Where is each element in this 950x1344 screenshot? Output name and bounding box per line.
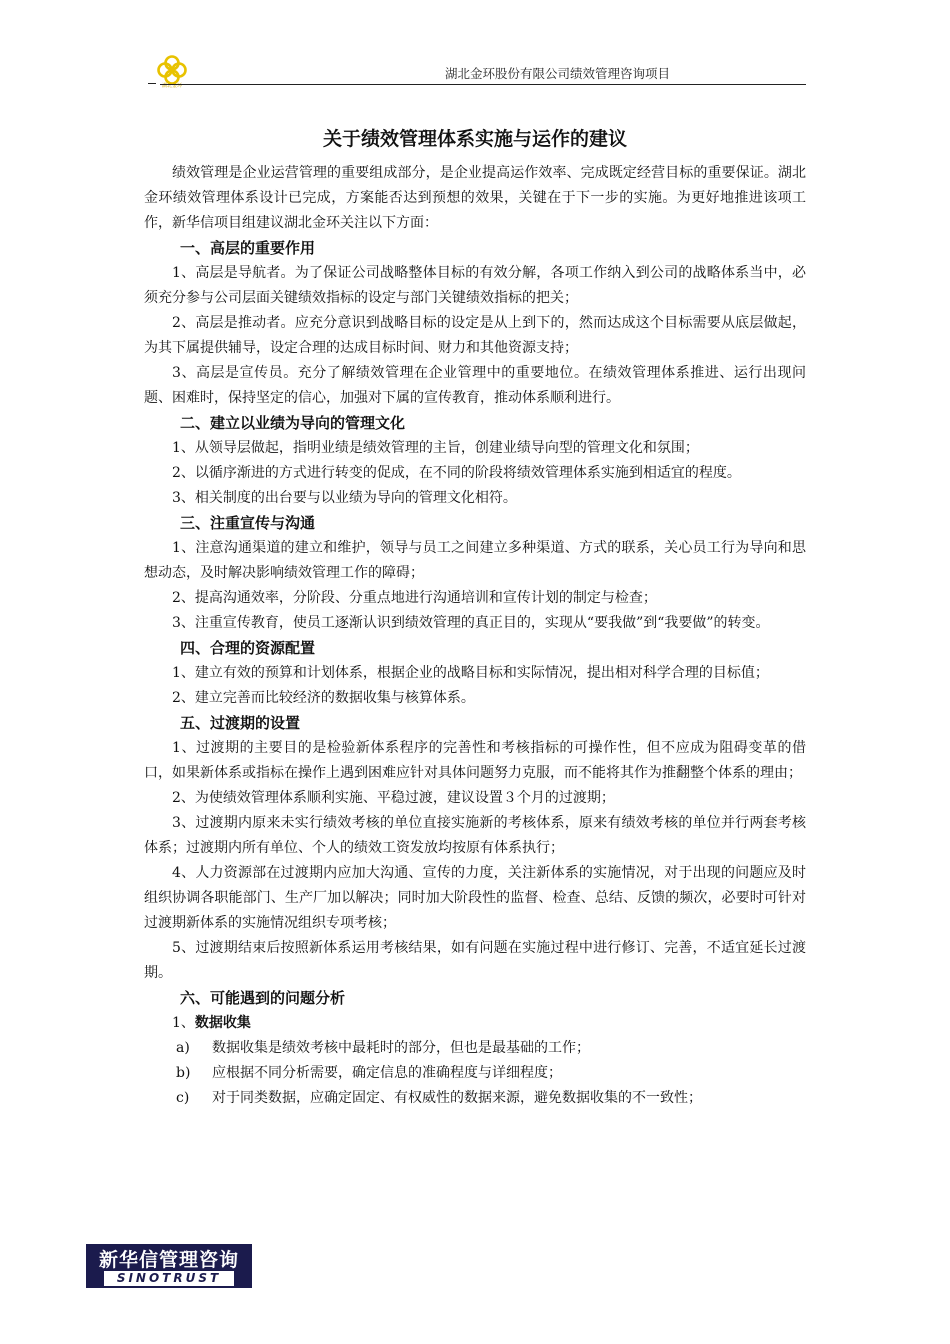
sub-heading-title: 数据收集: [194, 1015, 251, 1031]
list-item: 1、高层是导航者。为了保证公司战略整体目标的有效分解，各项工作纳入到公司的战略体系当中，必须充分参与公司层面关键绩效指标的设定与部门关键绩效指标的把关；: [144, 265, 806, 306]
header-rule-left: [148, 83, 156, 84]
section-4: [144, 636, 806, 711]
list-item: 2、提高沟通效率，分阶段、分重点地进行沟通培训和宣传计划的制定与检查；: [172, 590, 657, 606]
list-item: 1、过渡期的主要目的是检验新体系程序的完善性和考核指标的可操作性，但不应成为阻碍变革的借口，如果新体系或指标在操作上遇到困难应针对具体问题努力克服，而不能将其作为推翻整个体系的理由；: [144, 740, 806, 781]
section-1: [144, 236, 806, 411]
list-marker: b): [176, 1065, 191, 1081]
list-text: 应根据不同分析需要，确定信息的准确程度与详细程度；: [212, 1065, 562, 1081]
section-heading: 五、过渡期的设置: [180, 714, 301, 732]
logo-label: 湖北金环: [161, 83, 183, 88]
intro-paragraph: 绩效管理是企业运营管理的重要组成部分，是企业提高运作效率、完成既定经营目标的重要保证。湖北金环绩效管理体系设计已完成，方案能否达到预想的效果，关键在于下一步的实施。为更好地推进该项工作，新华信项目组建议湖北金环关注以下方面：: [144, 165, 806, 231]
list-text: 对于同类数据，应确定固定、有权威性的数据来源，避免数据收集的不一致性；: [212, 1090, 702, 1106]
company-logo: [152, 54, 192, 88]
footer-logo-cn: 新华信管理咨询: [98, 1249, 239, 1271]
list-item: 3、高层是宣传员。充分了解绩效管理在企业管理中的重要地位。在绩效管理体系推进、运行出现问题、困难时，保持坚定的信心，加强对下属的宣传教育，推动体系顺利进行。: [144, 365, 806, 406]
header-rule: [160, 84, 806, 85]
section-5: [144, 711, 806, 986]
list-item: 1、注意沟通渠道的建立和维护，领导与员工之间建立多种渠道、方式的联系，关心员工行为导向和思想动态，及时解决影响绩效管理工作的障碍；: [144, 540, 806, 581]
section-2: [144, 411, 806, 511]
list-item: 5、过渡期结束后按照新体系运用考核结果，如有问题在实施过程中进行修订、完善，不适宜延长过渡期。: [144, 940, 806, 981]
list-item: 3、过渡期内原来未实行绩效考核的单位直接实施新的考核体系，原来有绩效考核的单位并行两套考核体系；过渡期内所有单位、个人的绩效工资发放均按原有体系执行；: [144, 815, 806, 856]
list-item: 2、以循序渐进的方式进行转变的促成，在不同的阶段将绩效管理体系实施到相适宜的程度。: [172, 465, 741, 481]
footer-logo-en: SINOTRUST: [104, 1271, 234, 1286]
list-item: 3、相关制度的出台要与以业绩为导向的管理文化相符。: [172, 490, 517, 506]
section-heading: 三、注重宣传与沟通: [180, 514, 316, 532]
list-item: [144, 1086, 806, 1111]
list-item: 2、高层是推动者。应充分意识到战略目标的设定是从上到下的，然而达成这个目标需要从底层做起，为其下属提供辅导，设定合理的达成目标时间、财力和其他资源支持；: [144, 315, 806, 356]
sub-heading-number: 1、: [172, 1015, 195, 1031]
list-text: 数据收集是绩效考核中最耗时的部分，但也是最基础的工作；: [212, 1040, 590, 1056]
sub-heading: [144, 1011, 806, 1036]
list-item: [144, 1036, 806, 1061]
document-body: [144, 161, 806, 1111]
list-item: 1、从领导层做起，指明业绩是绩效管理的主旨，创建业绩导向型的管理文化和氛围；: [172, 440, 699, 456]
list-marker: c): [176, 1090, 190, 1106]
list-item: [144, 1061, 806, 1086]
section-heading: 一、高层的重要作用: [180, 239, 316, 257]
list-item: 2、建立完善而比较经济的数据收集与核算体系。: [172, 690, 475, 706]
list-marker: a): [176, 1040, 190, 1056]
section-3: [144, 511, 806, 636]
sinotrust-logo: [86, 1244, 252, 1288]
document-title: 关于绩效管理体系实施与运作的建议: [322, 128, 627, 150]
section-heading: 二、建立以业绩为导向的管理文化: [180, 414, 406, 432]
list-item: 1、建立有效的预算和计划体系，根据企业的战略目标和实际情况，提出相对科学合理的目标值；: [172, 665, 769, 681]
section-6: [144, 986, 806, 1111]
list-item: 4、人力资源部在过渡期内应加大沟通、宣传的力度，关注新体系的实施情况，对于出现的问题应及时组织协调各职能部门、生产厂加以解决；同时加大阶段性的监督、检查、总结、反馈的频次，必要时可针对过渡期新体系的实施情况组织专项考核；: [144, 865, 806, 931]
section-heading: 四、合理的资源配置: [180, 639, 316, 657]
section-heading: 六、可能遇到的问题分析: [180, 989, 346, 1007]
list-item: 3、注重宣传教育，使员工逐渐认识到绩效管理的真正目的，实现从“要我做”到“我要做”的转变。: [172, 615, 770, 631]
list-item: 2、为使绩效管理体系顺利实施、平稳过渡，建议设置３个月的过渡期；: [172, 790, 615, 806]
header-project-text: 湖北金环股份有限公司绩效管理咨询项目: [445, 66, 671, 81]
